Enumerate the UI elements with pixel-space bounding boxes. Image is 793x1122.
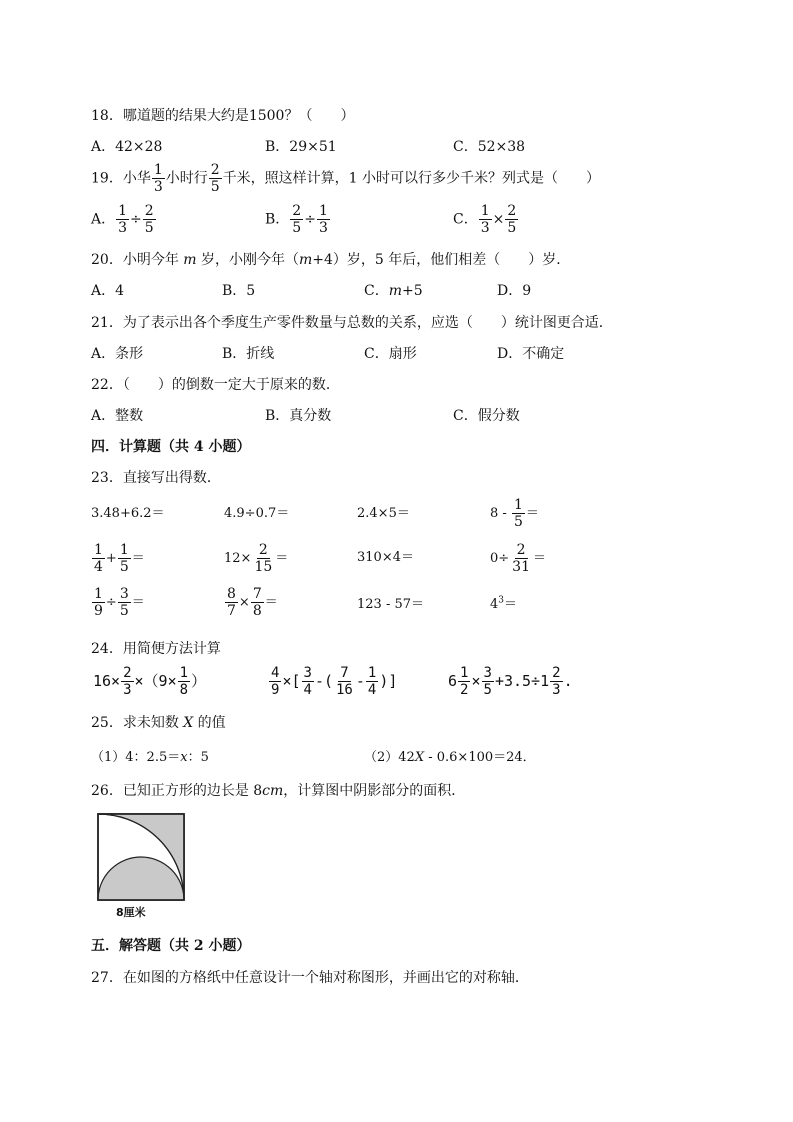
q22-text: 22．（ ）的倒数一定大于原来的数． — [91, 377, 340, 393]
q23-title: 23．直接写出得数． — [91, 470, 221, 486]
q19-option-b: B． $\frac{2}{5}$ ÷ $\frac{1}{3}$ — [265, 203, 328, 236]
q23-item: 310×4＝ — [357, 550, 414, 565]
q26-figure-label: 8厘米 — [116, 906, 146, 919]
q25-part-2: （2）42X - 0.6×100＝24． — [364, 750, 536, 765]
q23-item: 0÷ $\frac{2}{31}$ ＝ — [490, 542, 547, 575]
q23-item: 3.48+6.2＝ — [91, 506, 165, 521]
q21-option-a: A．条形 — [91, 346, 144, 362]
q21-option-b: B．折线 — [222, 346, 275, 362]
q21-text: 21．为了表示出各个季度生产零件数量与总数的关系，应选（ ）统计图更合适． — [91, 315, 613, 331]
q20-option-c: C．m+5 — [364, 283, 423, 299]
q25-title: 25．求未知数 X 的值 — [91, 715, 226, 731]
q18-option-c: C．52×38 — [453, 139, 526, 155]
q22-option-c: C．假分数 — [453, 408, 520, 424]
q20-text: 20．小明今年 m 岁，小刚今年（m+4）岁，5 年后，他们相差（ ）岁． — [91, 252, 571, 268]
q27-text: 27．在如图的方格纸中任意设计一个轴对称图形，并画出它的对称轴． — [91, 970, 529, 986]
q24-expression-3: 6 $\frac{1}{2}$ × $\frac{3}{5}$ +3.5÷1 $\frac{2}{3}$ . — [448, 665, 573, 698]
q19-text: 19．小华 $\frac{1}{3}$ 小时行 $\frac{2}{5}$ 千米，照这样计算，1 小时可以行多少千米？列式是（ ） — [91, 162, 601, 195]
q24-expression-2: $\frac{4}{9}$ ×[ $\frac{3}{4}$ -( $\frac{7}{16}$ - $\frac{1}{4}$ )] — [271, 665, 398, 698]
q23-item: 8 - $\frac{1}{5}$ ＝ — [490, 497, 539, 530]
q19-option-c: C． $\frac{1}{3}$ × $\frac{2}{5}$ — [453, 203, 517, 236]
q24-expression-1: 16× $\frac{2}{3}$ ×（9× $\frac{1}{8}$ ） — [93, 665, 207, 698]
q23-item: $\frac{8}{7}$ × $\frac{7}{8}$ ＝ — [227, 586, 278, 619]
q20-option-d: D．9 — [497, 283, 532, 299]
q23-item: $\frac{1}{4}$ + $\frac{1}{5}$ ＝ — [94, 542, 145, 575]
q18-option-a: A．42×28 — [91, 139, 163, 155]
q26-text: 26．已知正方形的边长是 8cm，计算图中阴影部分的面积． — [91, 783, 466, 799]
q19-option-a: A． $\frac{1}{3}$ ÷ $\frac{2}{5}$ — [91, 203, 154, 236]
q23-item: $\frac{1}{9}$ ÷ $\frac{3}{5}$ ＝ — [94, 586, 145, 619]
q18-text: 18．哪道题的结果大约是1500？（ ） — [91, 108, 355, 124]
q21-option-d: D．不确定 — [497, 346, 565, 362]
q23-item: 2.4×5＝ — [357, 506, 410, 521]
q21-option-c: C．扇形 — [364, 346, 417, 362]
q23-item: $4^3=$ — [490, 595, 518, 612]
q22-option-b: B．真分数 — [265, 408, 332, 424]
section-4-heading: 四．计算题（共 4 小题） — [91, 439, 251, 455]
q23-item: 123 - 57＝ — [357, 597, 425, 612]
q20-option-b: B．5 — [222, 283, 256, 299]
q25-part-1: （1）4：2.5＝x：5 — [91, 750, 209, 765]
q20-option-a: A．4 — [91, 283, 125, 299]
q26-figure — [92, 810, 188, 922]
q24-title: 24．用简便方法计算 — [91, 641, 221, 657]
q18-option-b: B．29×51 — [265, 139, 337, 155]
section-5-heading: 五．解答题（共 2 小题） — [91, 938, 251, 954]
q22-option-a: A．整数 — [91, 408, 144, 424]
q23-item: 4.9÷0.7＝ — [224, 506, 290, 521]
q23-item: 12× $\frac{2}{15}$ ＝ — [224, 542, 289, 575]
